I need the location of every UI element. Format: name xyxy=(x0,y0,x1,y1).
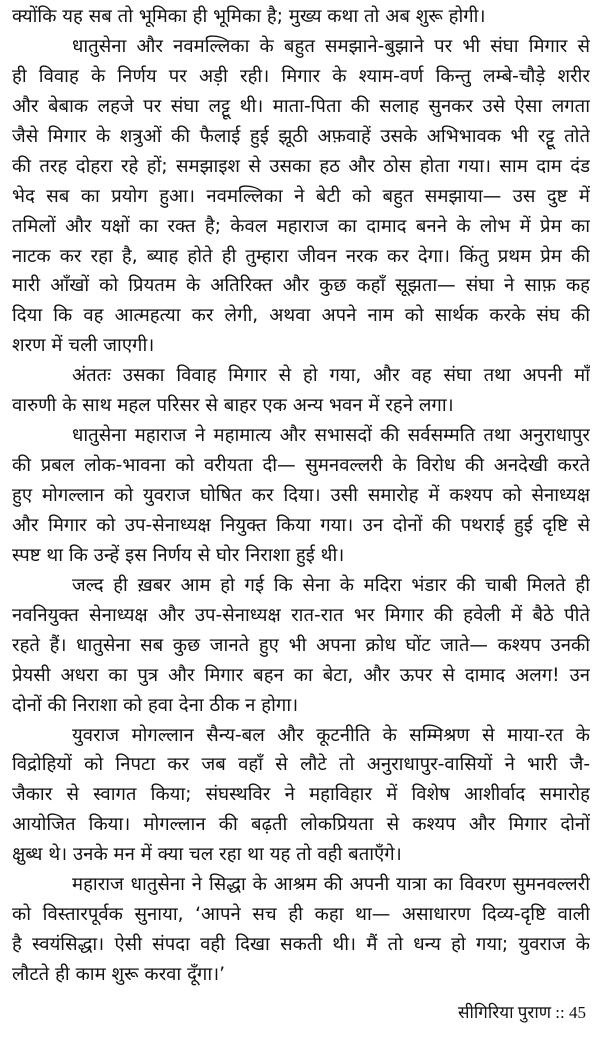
text-line: धातुसेना महाराज ने महामात्य और सभासदों की सर्वसम्मति तथा अनुराधापुर xyxy=(72,425,590,447)
text-line: दिया कि वह आत्महत्या कर लेगी, अथवा अपने नाम को सार्थक करके संघ की xyxy=(12,305,590,327)
paragraph xyxy=(12,571,590,721)
text-line: आयोजित किया। मोगल्लान की बढ़ती लोकप्रियता से कश्यप और मिगार दोनों xyxy=(12,814,590,836)
text-line: महाराज धातुसेना ने सिद्धा के आश्रम की अपनी यात्रा का विवरण सुमनवल्लरी xyxy=(72,874,590,896)
text-line: की तरह दोहरा रहे हों; समझाइश से उसका हठ और ठोस होता गया। साम दाम दंड xyxy=(12,155,590,177)
text-line: अंततः उसका विवाह मिगार से हो गया, और वह संघा तथा अपनी माँ xyxy=(72,365,590,387)
text-line: क्योंकि यह सब तो भूमिका ही भूमिका है; मुख्य कथा तो अब शुरू होगी। xyxy=(12,6,486,27)
text-line: रहते हैं। धातुसेना सब कुछ जानते हुए भी अपना क्रोध घोंट जाते— कश्यप उनकी xyxy=(12,634,590,656)
text-line: जैसे मिगार के शत्रुओं की फैलाई हुई झूठी अफ़वाहें उसके अभिभावक भी रट्टू तोते xyxy=(12,125,590,147)
text-line: और बेबाक लहजे पर संघा लट्टू थी। माता-पिता की सलाह सुनकर उसे ऐसा लगता xyxy=(12,95,590,117)
page-footer-running-title: सीगिरिया पुराण :: 45 xyxy=(458,1003,586,1022)
paragraph xyxy=(12,2,590,32)
text-line: दोनों की निराशा को हवा देना ठीक न होगा। xyxy=(12,694,299,716)
text-line: भेद सब का प्रयोग हुआ। नवमल्लिका ने बेटी को बहुत समझाया— उस दुष्ट में xyxy=(12,185,590,207)
text-line: और मिगार को उप-सेनाध्यक्ष नियुक्त किया गया। उन दोनों की पथराई हुई दृष्टि से xyxy=(12,514,590,536)
text-line: ही विवाह के निर्णय पर अड़ी रही। मिगार के श्याम-वर्ण किन्तु लम्बे-चौड़े शरीर xyxy=(12,65,590,87)
text-line: युवराज मोगल्लान सैन्य-बल और कूटनीति के सम्मिश्रण से माया-रत के xyxy=(72,724,590,746)
paragraph xyxy=(12,361,590,421)
text-line: है स्वयंसिद्धा। ऐसी संपदा वही दिखा सकती थी। मैं तो धन्य हो गया; युवराज के xyxy=(12,934,590,956)
paragraph xyxy=(12,721,590,871)
text-line: की प्रबल लोक-भावना को वरीयता दी— सुमनवल्लरी के विरोध की अनदेखी करते xyxy=(12,455,590,477)
text-line: शरण में चली जाएगी। xyxy=(12,335,155,357)
text-line: को विस्तारपूर्वक सुनाया, ‘आपने सच ही कहा था— असाधारण दिव्य-दृष्टि वाली xyxy=(12,904,590,926)
text-line: स्पष्ट था कि उन्हें इस निर्णय से घोर निराशा हुई थी। xyxy=(12,544,345,566)
text-line: प्रेयसी अधरा का पुत्र और मिगार बहन का बेटा, और ऊपर से दामाद अलग! उन xyxy=(12,664,590,686)
text-line: तमिलों और यक्षों का रक्त है; केवल महाराज का दामाद बनने के लोभ में प्रेम का xyxy=(12,215,590,237)
text-line: हुए मोगल्लान को युवराज घोषित कर दिया। उसी समारोह में कश्यप को सेनाध्यक्ष xyxy=(12,485,590,506)
text-line: नाटक कर रहा है, ब्याह होते ही तुम्हारा जीवन नरक कर देगा। किंतु प्रथम प्रेम की xyxy=(12,245,590,267)
paragraph xyxy=(12,32,590,361)
text-line: धातुसेना और नवमल्लिका के बहुत समझाने-बुझाने पर भी संघा मिगार से xyxy=(72,35,590,57)
text-line: जल्द ही ख़बर आम हो गई कि सेना के मदिरा भंडार की चाबी मिलते ही xyxy=(72,574,590,596)
paragraph xyxy=(12,421,590,571)
text-line: मारी आँखों को प्रियतम के अतिरिक्त और कुछ कहाँ सूझता— संघा ने साफ़ कह xyxy=(12,275,590,297)
text-line: जैकार से स्वागत किया; संघस्थविर ने महाविहार में विशेष आशीर्वाद समारोह xyxy=(12,784,590,806)
text-line: क्षुब्ध थे। उनके मन में क्या चल रहा था यह तो वही बताएँगे। xyxy=(12,844,402,866)
text-line: लौटते ही काम शुरू करवा दूँगा।’ xyxy=(12,964,226,985)
text-line: नवनियुक्त सेनाध्यक्ष और उप-सेनाध्यक्ष रात-रात भर मिगार की हवेली में बैठे पीते xyxy=(12,604,590,626)
text-line: वारुणी के साथ महल परिसर से बाहर एक अन्य भवन में रहने लगा। xyxy=(12,395,454,417)
page-body xyxy=(12,2,590,990)
text-line: विद्रोहियों को निपटा कर जब वहाँ से लौटे तो अनुराधापुर-वासियों ने भारी जै- xyxy=(12,754,590,776)
paragraph xyxy=(12,870,590,990)
